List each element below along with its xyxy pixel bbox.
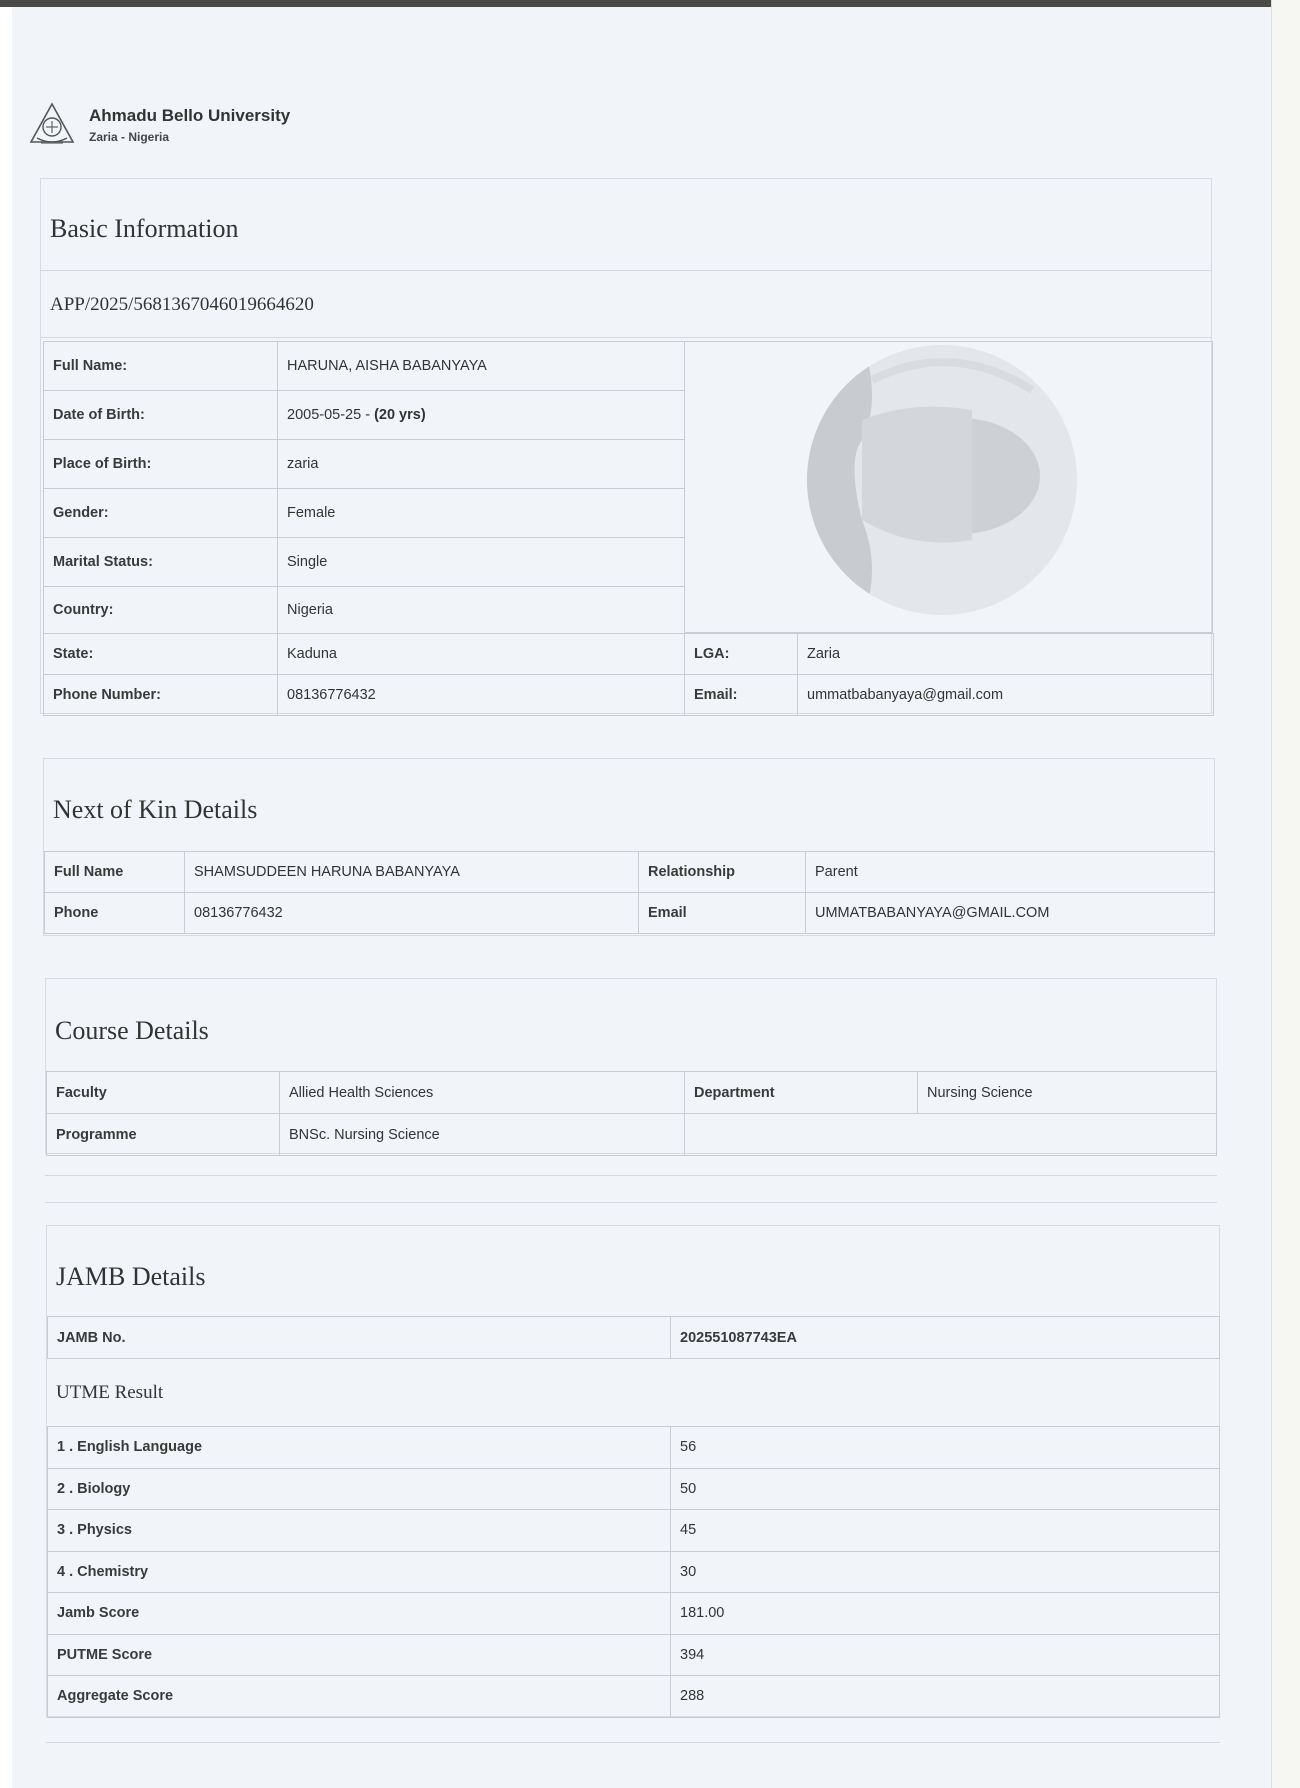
- table-row: [44, 538, 685, 587]
- kin-email-value: UMMATBABANYAYA@GMAIL.COM: [806, 893, 1215, 934]
- personal-details-table: [43, 341, 685, 634]
- aggregate-score-value: 288: [671, 1676, 1220, 1718]
- table-row: [48, 1427, 1220, 1469]
- table-row: [44, 634, 1214, 675]
- table-row: [44, 675, 1214, 716]
- table-row: [44, 587, 685, 634]
- full-name-value: HARUNA, AISHA BABANYAYA: [278, 342, 685, 391]
- kin-email-label: Email: [639, 893, 806, 934]
- kin-phone-label: Phone: [45, 893, 185, 934]
- place-of-birth-value: zaria: [278, 440, 685, 489]
- next-of-kin-title: Next of Kin Details: [53, 795, 258, 824]
- putme-score-value: 394: [671, 1634, 1220, 1676]
- country-value: Nigeria: [278, 587, 685, 634]
- jamb-number-value: 202551087743EA: [671, 1317, 1220, 1359]
- kin-full-name-label: Full Name: [45, 852, 185, 893]
- department-label: Department: [685, 1072, 918, 1114]
- next-of-kin-table: [44, 851, 1215, 934]
- table-row: [44, 342, 685, 391]
- jamb-details-title: JAMB Details: [56, 1262, 206, 1291]
- age-value: (20 yrs): [374, 407, 426, 423]
- table-row: [48, 1634, 1220, 1676]
- table-row: [44, 391, 685, 440]
- subject-english-label: 1 . English Language: [48, 1427, 671, 1469]
- jamb-details-section: [46, 1225, 1220, 1717]
- table-row: [44, 440, 685, 489]
- kin-relationship-label: Relationship: [639, 852, 806, 893]
- kin-phone-value: 08136776432: [185, 893, 639, 934]
- marital-status-value: Single: [278, 538, 685, 587]
- subject-biology-label: 2 . Biology: [48, 1468, 671, 1510]
- lga-label: LGA:: [685, 634, 798, 675]
- jamb-score-label: Jamb Score: [48, 1593, 671, 1635]
- lga-value: Zaria: [798, 634, 1214, 675]
- table-row: [44, 489, 685, 538]
- jamb-number-table: [47, 1316, 1220, 1359]
- scan-right-edge: [1271, 0, 1300, 1788]
- table-row: [48, 1676, 1220, 1718]
- state-label: State:: [44, 634, 278, 675]
- gender-label: Gender:: [44, 489, 278, 538]
- jamb-score-value: 181.00: [671, 1593, 1220, 1635]
- kin-relationship-value: Parent: [806, 852, 1215, 893]
- contact-details-table: [43, 633, 1214, 716]
- table-row: [48, 1593, 1220, 1635]
- department-value: Nursing Science: [918, 1072, 1217, 1114]
- table-row: [48, 1510, 1220, 1552]
- programme-value: BNSc. Nursing Science: [280, 1114, 685, 1156]
- programme-label: Programme: [47, 1114, 280, 1156]
- putme-score-label: PUTME Score: [48, 1634, 671, 1676]
- utme-result-title: UTME Result: [56, 1382, 164, 1403]
- subject-english-score: 56: [671, 1427, 1220, 1469]
- subject-physics-score: 45: [671, 1510, 1220, 1552]
- passport-photo: [802, 340, 1082, 620]
- email-label: Email:: [685, 675, 798, 716]
- dob-label: Date of Birth:: [44, 391, 278, 440]
- scan-top-edge: [0, 0, 1300, 7]
- gender-value: Female: [278, 489, 685, 538]
- phone-number-label: Phone Number:: [44, 675, 278, 716]
- dob-value: 2005-05-25 - (20 yrs): [278, 391, 685, 440]
- kin-full-name-value: SHAMSUDDEEN HARUNA BABANYAYA: [185, 852, 639, 893]
- email-value: ummatbabanyaya@gmail.com: [798, 675, 1214, 716]
- subject-biology-score: 50: [671, 1468, 1220, 1510]
- faculty-value: Allied Health Sciences: [280, 1072, 685, 1114]
- marital-status-label: Marital Status:: [44, 538, 278, 587]
- table-row: [45, 893, 1215, 934]
- application-number: APP/2025/5681367046019664620: [50, 294, 314, 315]
- country-label: Country:: [44, 587, 278, 634]
- course-details-table: [46, 1071, 1217, 1156]
- place-of-birth-label: Place of Birth:: [44, 440, 278, 489]
- course-details-section: [45, 978, 1217, 1154]
- table-row: [48, 1468, 1220, 1510]
- subject-chemistry-score: 30: [671, 1551, 1220, 1593]
- course-details-title: Course Details: [55, 1016, 209, 1045]
- basic-information-title: Basic Information: [50, 214, 239, 243]
- faculty-label: Faculty: [47, 1072, 280, 1114]
- subject-chemistry-label: 4 . Chemistry: [48, 1551, 671, 1593]
- full-name-label: Full Name:: [44, 342, 278, 391]
- aggregate-score-label: Aggregate Score: [48, 1676, 671, 1718]
- subject-physics-label: 3 . Physics: [48, 1510, 671, 1552]
- university-name: Ahmadu Bello University: [89, 106, 291, 125]
- table-row: [47, 1072, 1217, 1114]
- phone-number-value: 08136776432: [278, 675, 685, 716]
- university-logo-icon: [27, 100, 77, 150]
- university-header: [27, 100, 290, 150]
- next-of-kin-section: [43, 758, 1215, 936]
- empty-cell: [685, 1114, 1217, 1156]
- state-value: Kaduna: [278, 634, 685, 675]
- university-location: Zaria - Nigeria: [89, 130, 170, 144]
- table-row: [48, 1317, 1220, 1359]
- table-row: [45, 852, 1215, 893]
- jamb-number-label: JAMB No.: [48, 1317, 671, 1359]
- table-row: [48, 1551, 1220, 1593]
- utme-result-table: [47, 1426, 1220, 1718]
- table-row: [47, 1114, 1217, 1156]
